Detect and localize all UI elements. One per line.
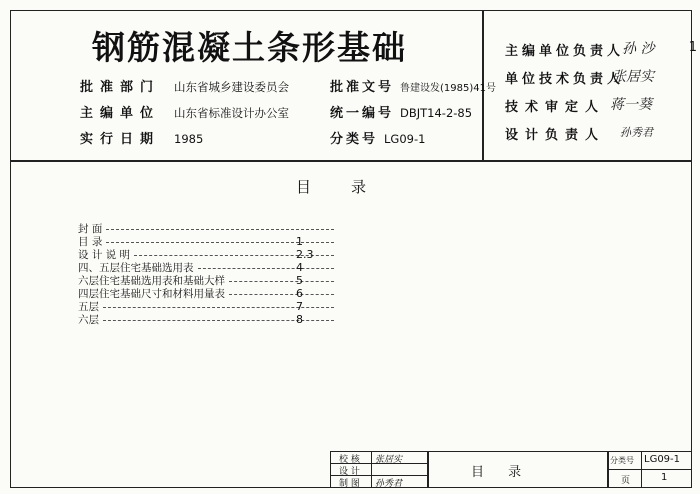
effective-date-row <box>80 128 203 147</box>
effective-date-value: 1985 <box>174 132 204 146</box>
toc-item-page: 6 <box>296 287 303 300</box>
toc-item-title: 封 面 <box>78 223 103 235</box>
toc-item-title: 五层 <box>78 301 99 313</box>
toc-item-page: 8 <box>296 313 303 326</box>
document-title: 钢筋混凝土条形基础 <box>92 28 407 67</box>
resp-tech-signature: 张居实 <box>612 69 654 85</box>
toc-item-page: 2.3 <box>296 248 314 261</box>
approval-dept-label: 批准部门 <box>80 80 161 95</box>
tb-draw-sig: 孙秀君 <box>375 479 403 489</box>
toc-item-page: 5 <box>296 274 303 287</box>
header-bottom-rule <box>10 160 692 162</box>
editor-unit-label: 主编单位 <box>80 106 161 121</box>
toc-item-title: 四、五层住宅基础选用表 <box>78 262 194 274</box>
toc-item-title: 六层 <box>78 314 99 326</box>
class-no-label: 分类号 <box>330 132 379 147</box>
unified-no-label: 统一编号 <box>330 106 395 121</box>
toc-item <box>78 222 338 235</box>
side-mark: 1 <box>688 40 697 55</box>
tb-draw-label: 制 图 <box>339 479 360 489</box>
tb-class-value: LG09-1 <box>644 454 681 465</box>
tb-rule <box>371 452 372 487</box>
tb-class-label: 分类号 <box>610 456 634 465</box>
unified-no-row <box>330 102 472 121</box>
resp-tech-label: 单位技术负责人 <box>505 72 625 87</box>
resp-chief-label: 主编单位负责人 <box>505 44 625 59</box>
resp-review-label: 技术审定人 <box>505 100 606 115</box>
toc-item-title: 设 计 说 明 <box>78 249 131 261</box>
editor-unit-row <box>80 102 289 121</box>
toc-leader <box>106 228 334 230</box>
approval-doc-value: 鲁建设发(1985)41号 <box>400 83 496 94</box>
tb-rule <box>427 452 429 487</box>
toc-item <box>78 313 338 326</box>
approval-doc-row <box>330 76 496 95</box>
class-no-value: LG09-1 <box>384 132 426 146</box>
tb-page-label: 页 <box>621 476 631 486</box>
resp-design-label: 设计负责人 <box>505 128 606 143</box>
effective-date-label: 实行日期 <box>80 132 161 147</box>
toc-item-page: 1 <box>296 235 303 248</box>
approval-dept-row <box>80 76 289 95</box>
resp-design-signature: 孙秀君 <box>620 126 653 139</box>
toc-item-page: 4 <box>296 261 303 274</box>
toc-item-page: 7 <box>296 300 303 313</box>
resp-chief-signature: 孙 沙 <box>622 41 655 57</box>
class-no-row <box>330 128 425 147</box>
tb-page-value: 1 <box>661 472 668 483</box>
approval-doc-label: 批准文号 <box>330 80 395 95</box>
tb-check-sig: 张居实 <box>375 455 403 465</box>
toc-item-title: 目 录 <box>78 236 103 248</box>
tb-center-title: 目 录 <box>471 465 532 480</box>
title-block <box>330 451 692 488</box>
unified-no-value: DBJT14-2-85 <box>400 106 473 120</box>
approval-dept-value: 山东省城乡建设委员会 <box>174 80 290 94</box>
toc-item <box>78 287 338 300</box>
toc-item <box>78 300 338 313</box>
resp-review-signature: 蒋一葵 <box>610 97 652 113</box>
tb-rule <box>607 469 691 470</box>
toc-list <box>78 222 338 326</box>
toc-heading: 目录 <box>296 178 407 196</box>
editor-unit-value: 山东省标准设计办公室 <box>174 106 290 120</box>
tb-design-label: 设 计 <box>339 467 360 477</box>
toc-item-title: 六层住宅基础选用表和基础大样 <box>78 275 225 287</box>
tb-check-label: 校 核 <box>339 455 360 465</box>
toc-item-title: 四层住宅基础尺寸和材料用量表 <box>78 288 225 300</box>
